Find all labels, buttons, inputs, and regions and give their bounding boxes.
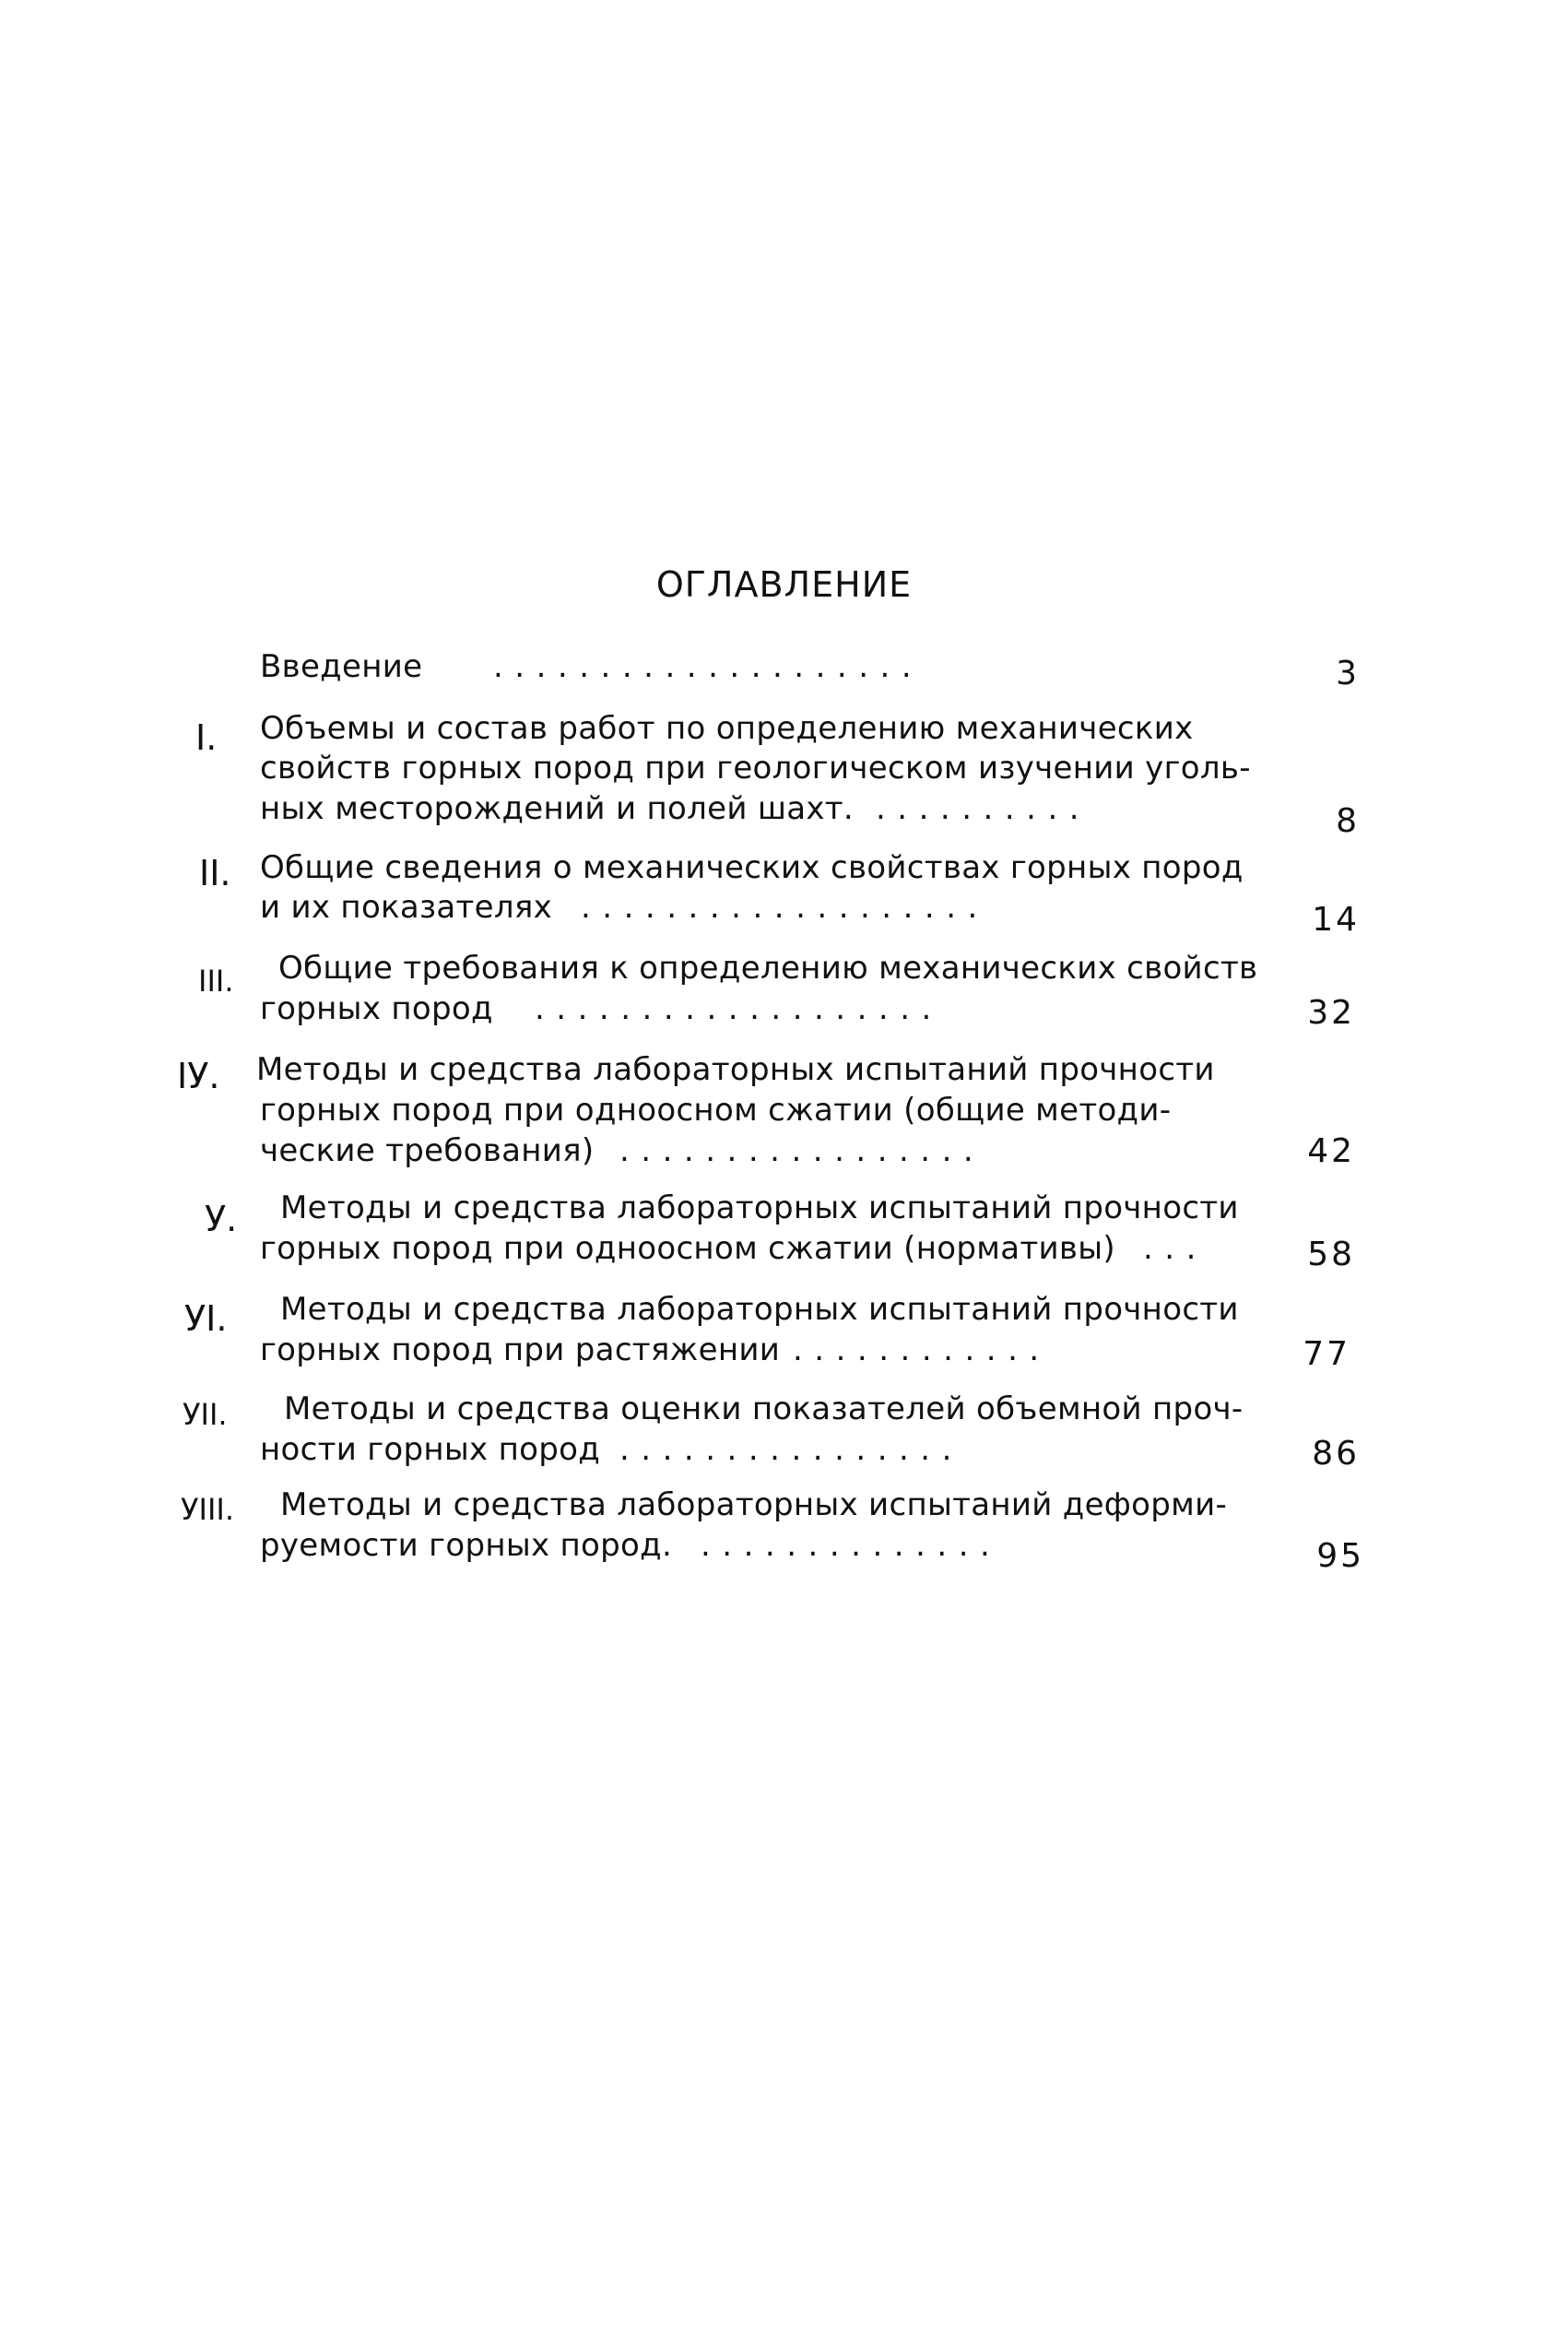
chapter-number: III. [198, 964, 234, 999]
leader-dots: ... [1143, 1230, 1208, 1267]
chapter-number: УI. [184, 1298, 228, 1339]
entry-text-line: Введение [260, 648, 423, 685]
entry-text-line: горных пород [260, 990, 493, 1027]
chapter-number: I. [195, 717, 218, 758]
entry-text-line: Общие требования к определению механических свойств [278, 950, 1258, 987]
chapter-number: УII. [183, 1397, 228, 1432]
page-number: 77 [1303, 1335, 1350, 1373]
entry-text-line: Методы и средства лабораторных испытаний прочности [256, 1051, 1215, 1088]
leader-dots: ............ [793, 1331, 1051, 1368]
page-number: 32 [1307, 994, 1355, 1032]
entry-text-line: Методы и средства лабораторных испытаний деформи- [280, 1486, 1228, 1523]
page-number: 3 [1336, 655, 1360, 692]
entry-text-line: Методы и средства лабораторных испытаний прочности [280, 1189, 1239, 1226]
entry-text-line: Методы и средства оценки показателей объемной проч- [284, 1390, 1244, 1427]
entry-text-line: горных пород при растяжении [260, 1331, 781, 1368]
leader-dots: ................... [535, 990, 943, 1027]
entry-text-line: Общие сведения о механических свойствах горных пород [260, 849, 1244, 886]
page-number: 42 [1307, 1132, 1355, 1170]
entry-text-line: ных месторождений и полей шахт. [260, 790, 855, 827]
entry-text-line: горных пород при одноосном сжатии (нормативы) [260, 1230, 1115, 1267]
leader-dots: ................... [581, 889, 989, 926]
chapter-number: IУ. [177, 1056, 220, 1096]
chapter-number: II. [199, 853, 231, 893]
page-number: 8 [1336, 802, 1360, 840]
entry-text-line: Методы и средства лабораторных испытаний прочности [280, 1291, 1239, 1328]
toc-title: ОГЛАВЛЕНИЕ [655, 564, 913, 605]
leader-dots: .................... [493, 648, 924, 685]
entry-text-line: Объемы и состав работ по определению механических [260, 710, 1194, 747]
chapter-number: У. [205, 1199, 238, 1239]
leader-dots: ................ [619, 1431, 963, 1468]
entry-text-line: горных пород при одноосном сжатии (общие методи- [260, 1092, 1172, 1129]
page-number: 14 [1312, 901, 1360, 939]
page-number: 86 [1312, 1435, 1360, 1473]
page-number: 58 [1307, 1236, 1355, 1273]
entry-text-line: руемости горных пород. [260, 1527, 673, 1564]
entry-text-line: и их показателях [260, 889, 553, 926]
entry-text-line: ности горных пород [260, 1431, 601, 1468]
page-number: 95 [1316, 1537, 1364, 1575]
leader-dots: ................. [619, 1132, 985, 1169]
chapter-number: УIII. [181, 1492, 234, 1527]
entry-text-line: ческие требования) [260, 1132, 595, 1169]
leader-dots: .............. [701, 1527, 1002, 1564]
leader-dots: .......... [876, 790, 1091, 827]
entry-text-line: свойств горных пород при геологическом изучении уголь- [260, 750, 1251, 787]
